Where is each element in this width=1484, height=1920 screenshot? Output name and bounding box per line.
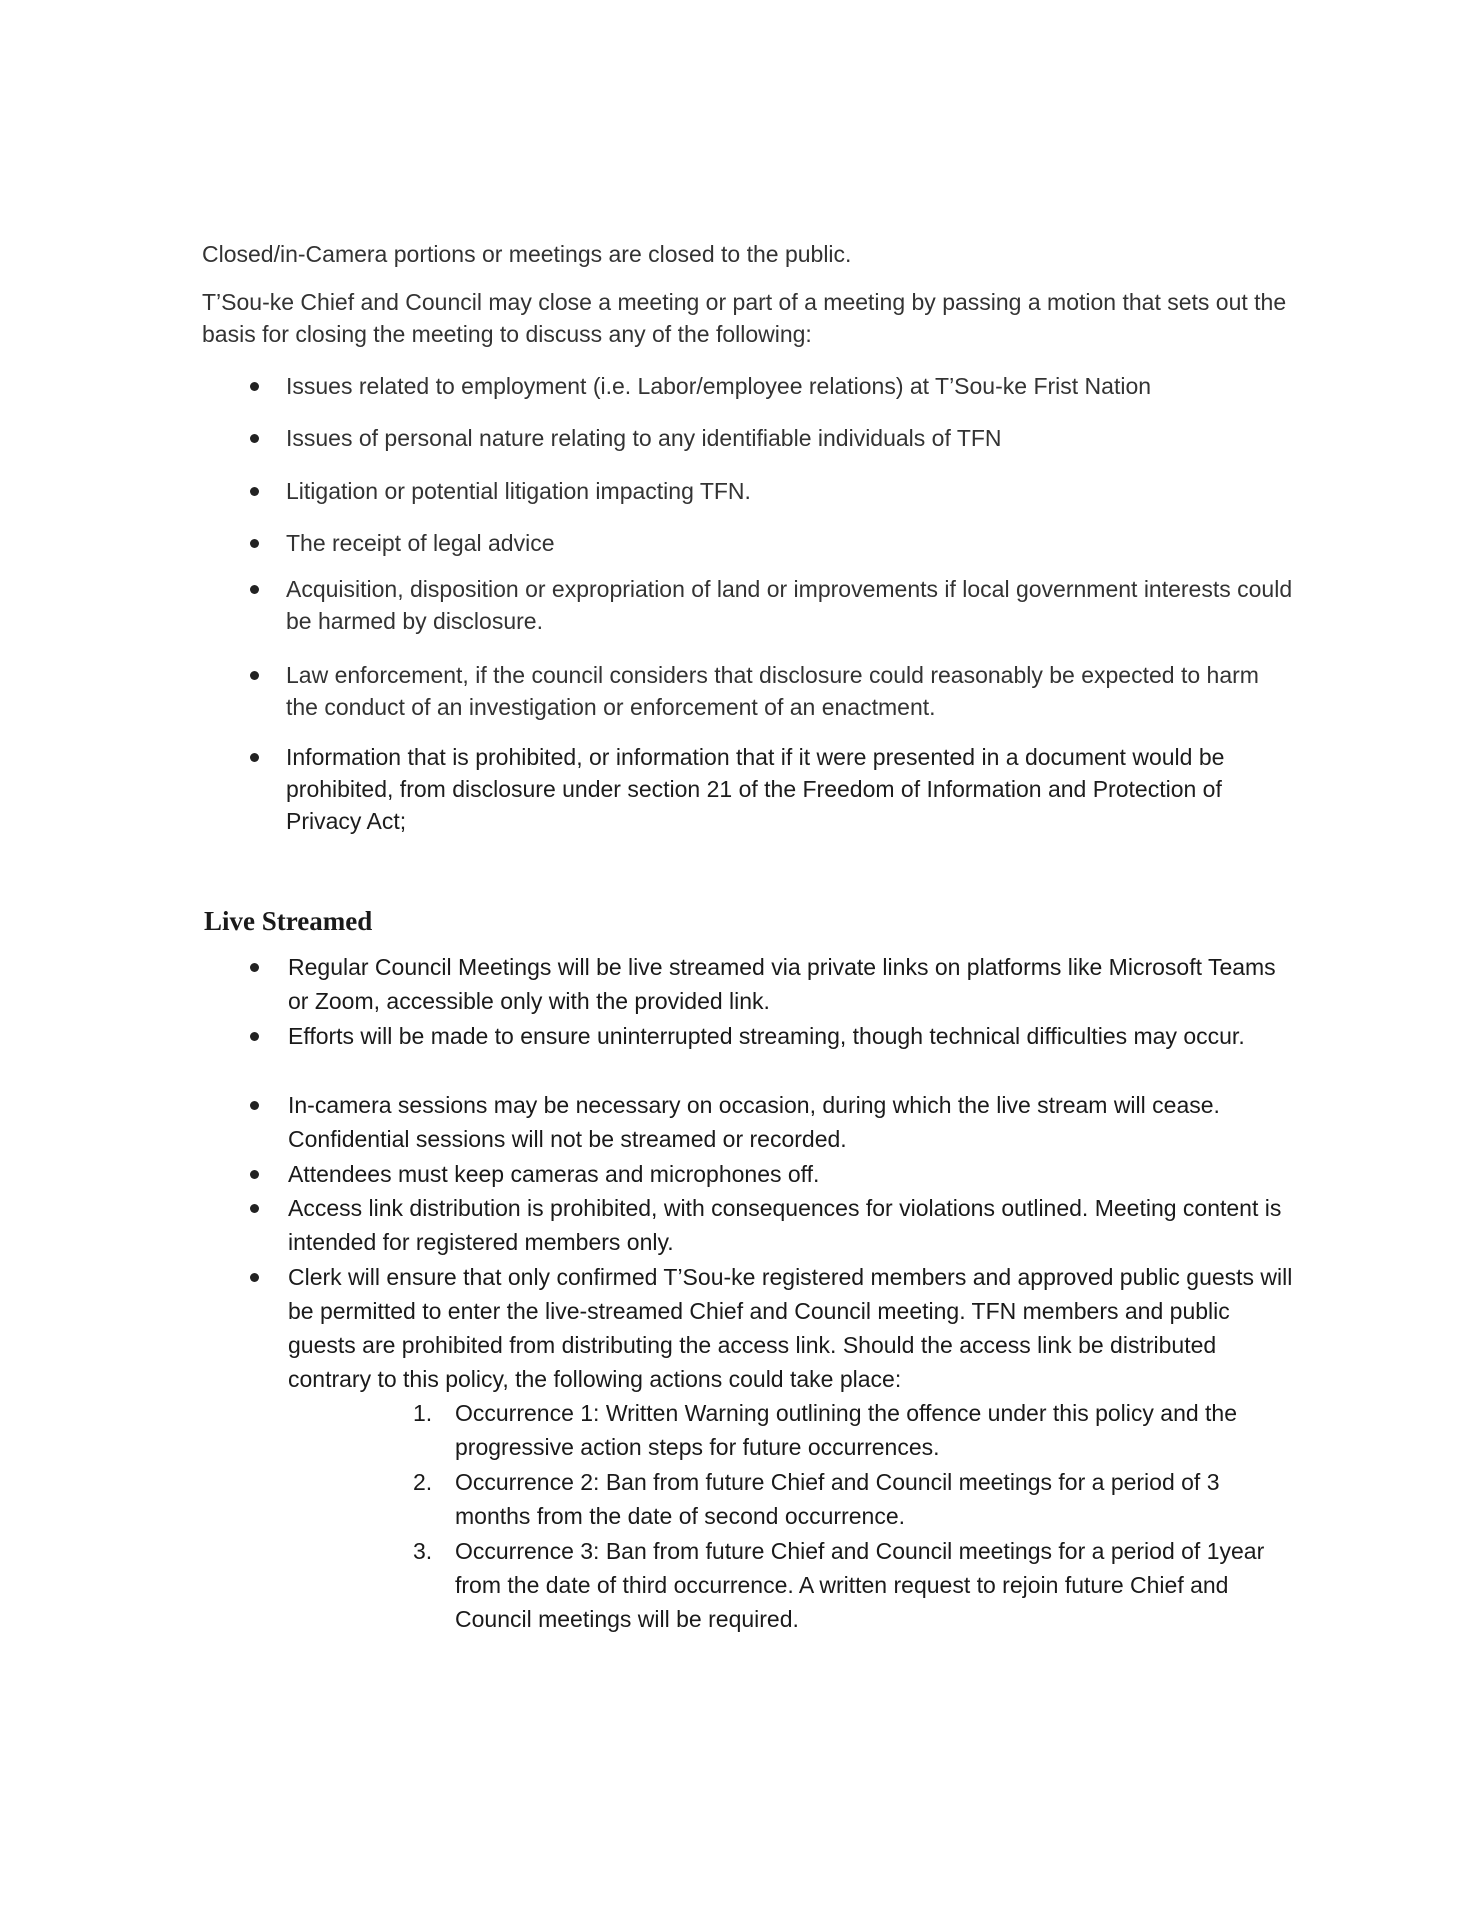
list-item xyxy=(288,1088,1298,1156)
list-item-text: The receipt of legal advice xyxy=(286,530,555,556)
bullet-icon xyxy=(250,1273,259,1282)
bullet-icon xyxy=(250,487,259,496)
list-item-text: Issues of personal nature relating to any identifiable individuals of TFN xyxy=(286,425,1002,451)
list-item-text: Attendees must keep cameras and microphones off. xyxy=(288,1161,820,1187)
list-item xyxy=(413,1534,1285,1636)
list-item xyxy=(288,1019,1298,1053)
list-item-text: Occurrence 2: Ban from future Chief and Council meetings for a period of 3 months from the date of second occurrence. xyxy=(455,1469,1220,1529)
list-item-text: Information that is prohibited, or information that if it were presented in a document would be prohibited, from disclosure under section 21 of the Freedom of Information and Protection of Privacy Act; xyxy=(286,744,1225,834)
bullet-icon xyxy=(250,963,259,972)
bullet-icon xyxy=(250,382,259,391)
list-item xyxy=(286,573,1296,637)
list-item-text: Occurrence 1: Written Warning outlining the offence under this policy and the progressive action steps for future occurrences. xyxy=(455,1400,1238,1460)
bullet-icon xyxy=(250,585,259,594)
list-item-text: Efforts will be made to ensure uninterrupted streaming, though technical difficulties may occur. xyxy=(288,1023,1245,1049)
list-item xyxy=(286,659,1296,723)
list-item-text: Clerk will ensure that only confirmed T’Sou-ke registered members and approved public guests will be permitted to enter the live-streamed Chief and Council meeting. TFN members and public guests are prohibited from distributing the access link. Should the access link be distributed contrary to this policy, the following actions could take place: xyxy=(288,1264,1293,1392)
list-item-text: Acquisition, disposition or expropriation of land or improvements if local government interests could be harmed by disclosure. xyxy=(286,576,1293,634)
bullet-icon xyxy=(250,1101,259,1110)
list-item xyxy=(288,950,1298,1018)
bullet-icon xyxy=(250,671,259,680)
section-heading-live-streamed: Live Streamed xyxy=(204,906,373,936)
list-item-text: Access link distribution is prohibited, with consequences for violations outlined. Meeting content is intended for registered members only. xyxy=(288,1195,1282,1255)
list-item xyxy=(288,1260,1298,1396)
list-number: 3. xyxy=(413,1538,433,1564)
bullet-icon xyxy=(250,1204,259,1213)
list-item xyxy=(286,370,1286,402)
list-item-text: In-camera sessions may be necessary on occasion, during which the live stream will cease. Confidential sessions will not be streamed or recorded. xyxy=(288,1092,1220,1152)
list-item-text: Law enforcement, if the council considers that disclosure could reasonably be expected to harm the conduct of an investigation or enforcement of an enactment. xyxy=(286,662,1259,720)
list-item-text: Occurrence 3: Ban from future Chief and Council meetings for a period of 1year from the date of third occurrence. A written request to rejoin future Chief and Council meetings will be required. xyxy=(455,1538,1265,1632)
list-number: 1. xyxy=(413,1400,433,1426)
bullet-icon xyxy=(250,539,259,548)
list-item xyxy=(288,1157,1298,1191)
list-item xyxy=(413,1465,1285,1533)
list-item-text: Issues related to employment (i.e. Labor/employee relations) at T’Sou-ke Frist Nation xyxy=(286,373,1152,399)
list-item xyxy=(286,741,1296,837)
list-item xyxy=(286,475,1286,507)
bullet-icon xyxy=(250,1032,259,1041)
list-item xyxy=(288,1191,1298,1259)
closing-motion-paragraph: T’Sou-ke Chief and Council may close a meeting or part of a meeting by passing a motion that sets out the basis for closing the meeting to discuss any of the following: xyxy=(202,289,1287,347)
list-number: 2. xyxy=(413,1469,433,1495)
bullet-icon xyxy=(250,1170,259,1179)
list-item-text: Regular Council Meetings will be live streamed via private links on platforms like Microsoft Teams or Zoom, accessible only with the provided link. xyxy=(288,954,1276,1014)
list-item xyxy=(413,1396,1285,1464)
list-item-text: Litigation or potential litigation impacting TFN. xyxy=(286,478,751,504)
bullet-icon xyxy=(250,753,259,762)
bullet-icon xyxy=(250,434,259,443)
list-item xyxy=(286,527,1286,559)
closed-to-public-sentence: Closed/in-Camera portions or meetings are closed to the public. xyxy=(202,241,852,267)
list-item xyxy=(286,422,1286,454)
